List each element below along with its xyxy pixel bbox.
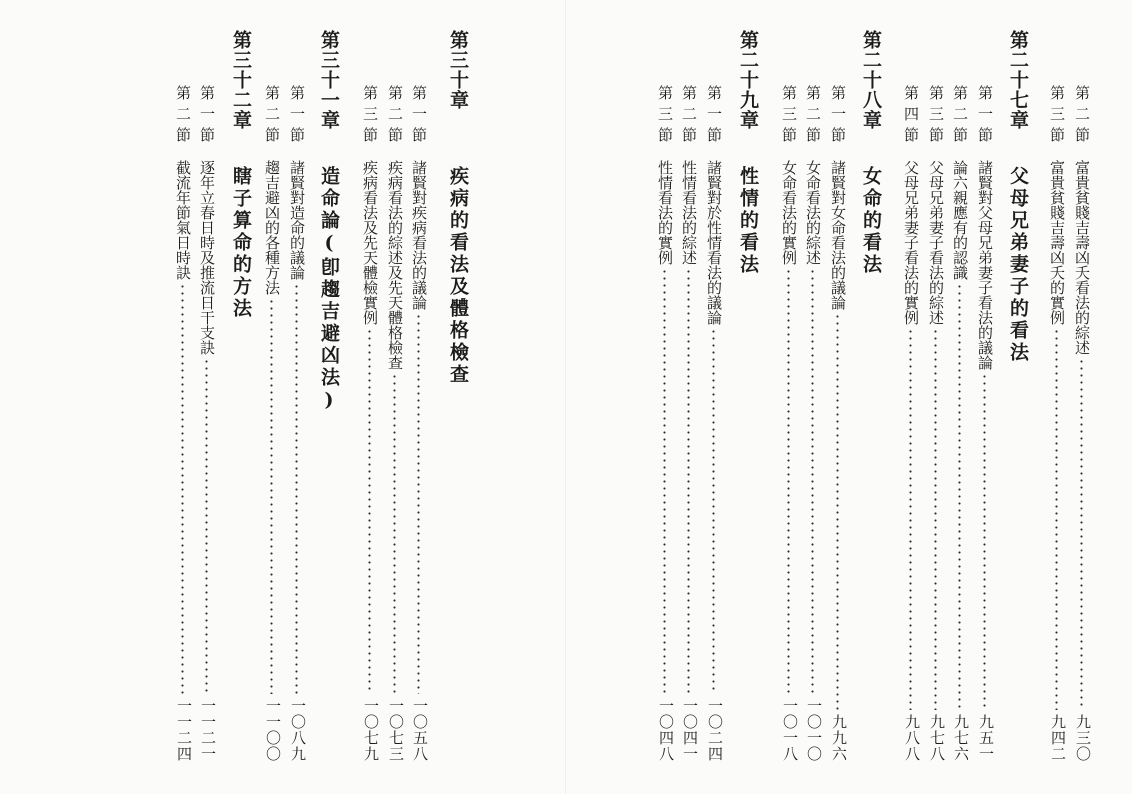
toc-chapter-entry[interactable]: [228, 0, 254, 794]
leader-dots: [909, 328, 912, 710]
leader-dots: [687, 268, 690, 694]
leader-dots: [787, 268, 790, 694]
page-number: 一〇四一: [681, 698, 699, 762]
chapter-label: 第二十九章: [737, 30, 759, 130]
leader-dots: [811, 268, 814, 694]
section-title: 趨吉避凶的各種方法: [263, 160, 281, 295]
section-label: 第一節: [410, 85, 428, 148]
leader-dots: [295, 283, 298, 694]
page-number: 一〇七三: [387, 698, 405, 762]
section-title: 疾病看法的綜述及先天體格檢查: [386, 160, 404, 370]
section-title: 父母兄弟妻子看法的實例: [902, 160, 920, 325]
section-label: 第一節: [976, 85, 994, 148]
page-number: 一〇八九: [289, 698, 307, 762]
toc-section-entry[interactable]: [194, 0, 220, 794]
page-number: 九七八: [928, 714, 946, 762]
section-label: 第一節: [705, 85, 723, 148]
page-number: 九五一: [977, 714, 995, 762]
toc-section-entry[interactable]: [357, 0, 383, 794]
chapter-title: 疾病的看法及體格檢查: [447, 166, 469, 386]
toc-section-entry[interactable]: [972, 0, 998, 794]
leader-dots: [663, 268, 666, 694]
toc-section-entry[interactable]: [800, 0, 826, 794]
section-title: 諸賢對於性情看法的議論: [705, 160, 723, 325]
leader-dots: [270, 298, 273, 694]
toc-section-entry[interactable]: [382, 0, 408, 794]
section-title: 女命看法的實例: [780, 160, 798, 265]
section-title: 富貴貧賤吉壽凶夭的實例: [1048, 160, 1066, 325]
leader-dots: [181, 283, 184, 694]
toc-section-entry[interactable]: [923, 0, 949, 794]
section-title: 逐年立春日時及推流日干支訣: [198, 160, 216, 355]
chapter-label: 第三十二章: [230, 30, 252, 130]
page-number: 一〇一〇: [805, 698, 823, 762]
page-number: 一〇二四: [706, 698, 724, 762]
page-number: 一〇七九: [362, 698, 380, 762]
section-label: 第一節: [829, 85, 847, 148]
chapter-title: 女命的看法: [860, 166, 882, 276]
section-title: 論六親應有的認識: [951, 160, 969, 280]
section-label: 第二節: [1073, 85, 1091, 148]
toc-section-entry[interactable]: [406, 0, 432, 794]
page-number: 一〇五八: [411, 698, 429, 762]
chapter-title: 瞎子算命的方法: [230, 166, 252, 320]
chapter-title: 父母兄弟妻子的看法: [1007, 166, 1029, 364]
leader-dots: [836, 313, 839, 710]
page-number: 一一二四: [175, 698, 193, 762]
chapter-label: 第三十章: [447, 30, 469, 110]
chapter-label: 第二十七章: [1007, 30, 1029, 130]
section-title: 疾病看法及先天體檢實例: [361, 160, 379, 325]
toc-chapter-entry[interactable]: [1005, 0, 1031, 794]
section-title: 父母兄弟妻子看法的綜述: [927, 160, 945, 325]
leader-dots: [368, 328, 371, 694]
section-label: 第三節: [780, 85, 798, 148]
toc-section-entry[interactable]: [947, 0, 973, 794]
page-number: 一一二一: [199, 698, 217, 762]
section-label: 第四節: [902, 85, 920, 148]
leader-dots: [958, 283, 961, 710]
page-number: 九三〇: [1074, 714, 1092, 762]
section-title: 截流年節氣日時訣: [174, 160, 192, 280]
section-title: 諸賢對父母兄弟妻子看法的議論: [976, 160, 994, 370]
section-title: 性情看法的實例: [656, 160, 674, 265]
section-label: 第二節: [951, 85, 969, 148]
right-page: [566, 0, 1132, 794]
page-number: 一〇四八: [657, 698, 675, 762]
page-number: 九九六: [830, 714, 848, 762]
section-title: 諸賢對造命的議論: [288, 160, 306, 280]
toc-section-entry[interactable]: [776, 0, 802, 794]
toc-section-entry[interactable]: [898, 0, 924, 794]
toc-section-entry[interactable]: [170, 0, 196, 794]
toc-chapter-entry[interactable]: [445, 0, 471, 794]
page-number: 一一〇〇: [264, 698, 282, 762]
toc-section-entry[interactable]: [284, 0, 310, 794]
section-label: 第三節: [927, 85, 945, 148]
leader-dots: [393, 373, 396, 694]
page-number: 一〇一八: [781, 698, 799, 762]
page-number: 九八八: [903, 714, 921, 762]
toc-chapter-entry[interactable]: [858, 0, 884, 794]
section-title: 諸賢對女命看法的議論: [829, 160, 847, 310]
section-title: 女命看法的綜述: [804, 160, 822, 265]
section-label: 第二節: [263, 85, 281, 148]
section-label: 第一節: [198, 85, 216, 148]
section-label: 第一節: [288, 85, 306, 148]
toc-section-entry[interactable]: [652, 0, 678, 794]
chapter-label: 第二十八章: [860, 30, 882, 130]
leader-dots: [205, 358, 208, 694]
chapter-title: 造命論(卽趨吉避凶法): [318, 166, 340, 414]
toc-section-entry[interactable]: [1044, 0, 1070, 794]
toc-section-entry[interactable]: [676, 0, 702, 794]
section-title: 性情看法的綜述: [680, 160, 698, 265]
toc-section-entry[interactable]: [1069, 0, 1095, 794]
toc-section-entry[interactable]: [825, 0, 851, 794]
toc-chapter-entry[interactable]: [316, 0, 342, 794]
toc-section-entry[interactable]: [701, 0, 727, 794]
toc-section-entry[interactable]: [259, 0, 285, 794]
section-label: 第三節: [361, 85, 379, 148]
leader-dots: [712, 328, 715, 694]
leader-dots: [934, 328, 937, 710]
chapter-label: 第三十一章: [318, 30, 340, 130]
section-title: 諸賢對疾病看法的議論: [410, 160, 428, 310]
page-number: 九四二: [1049, 714, 1067, 762]
section-label: 第二節: [174, 85, 192, 148]
page-number: 九七六: [952, 714, 970, 762]
leader-dots: [1080, 358, 1083, 710]
chapter-title: 性情的看法: [737, 166, 759, 276]
leader-dots: [1055, 328, 1058, 710]
leader-dots: [417, 313, 420, 694]
section-label: 第三節: [1048, 85, 1066, 148]
section-label: 第二節: [804, 85, 822, 148]
section-label: 第二節: [386, 85, 404, 148]
section-label: 第二節: [680, 85, 698, 148]
section-title: 富貴貧賤吉壽凶夭看法的綜述: [1073, 160, 1091, 355]
toc-chapter-entry[interactable]: [735, 0, 761, 794]
section-label: 第三節: [656, 85, 674, 148]
leader-dots: [983, 373, 986, 710]
